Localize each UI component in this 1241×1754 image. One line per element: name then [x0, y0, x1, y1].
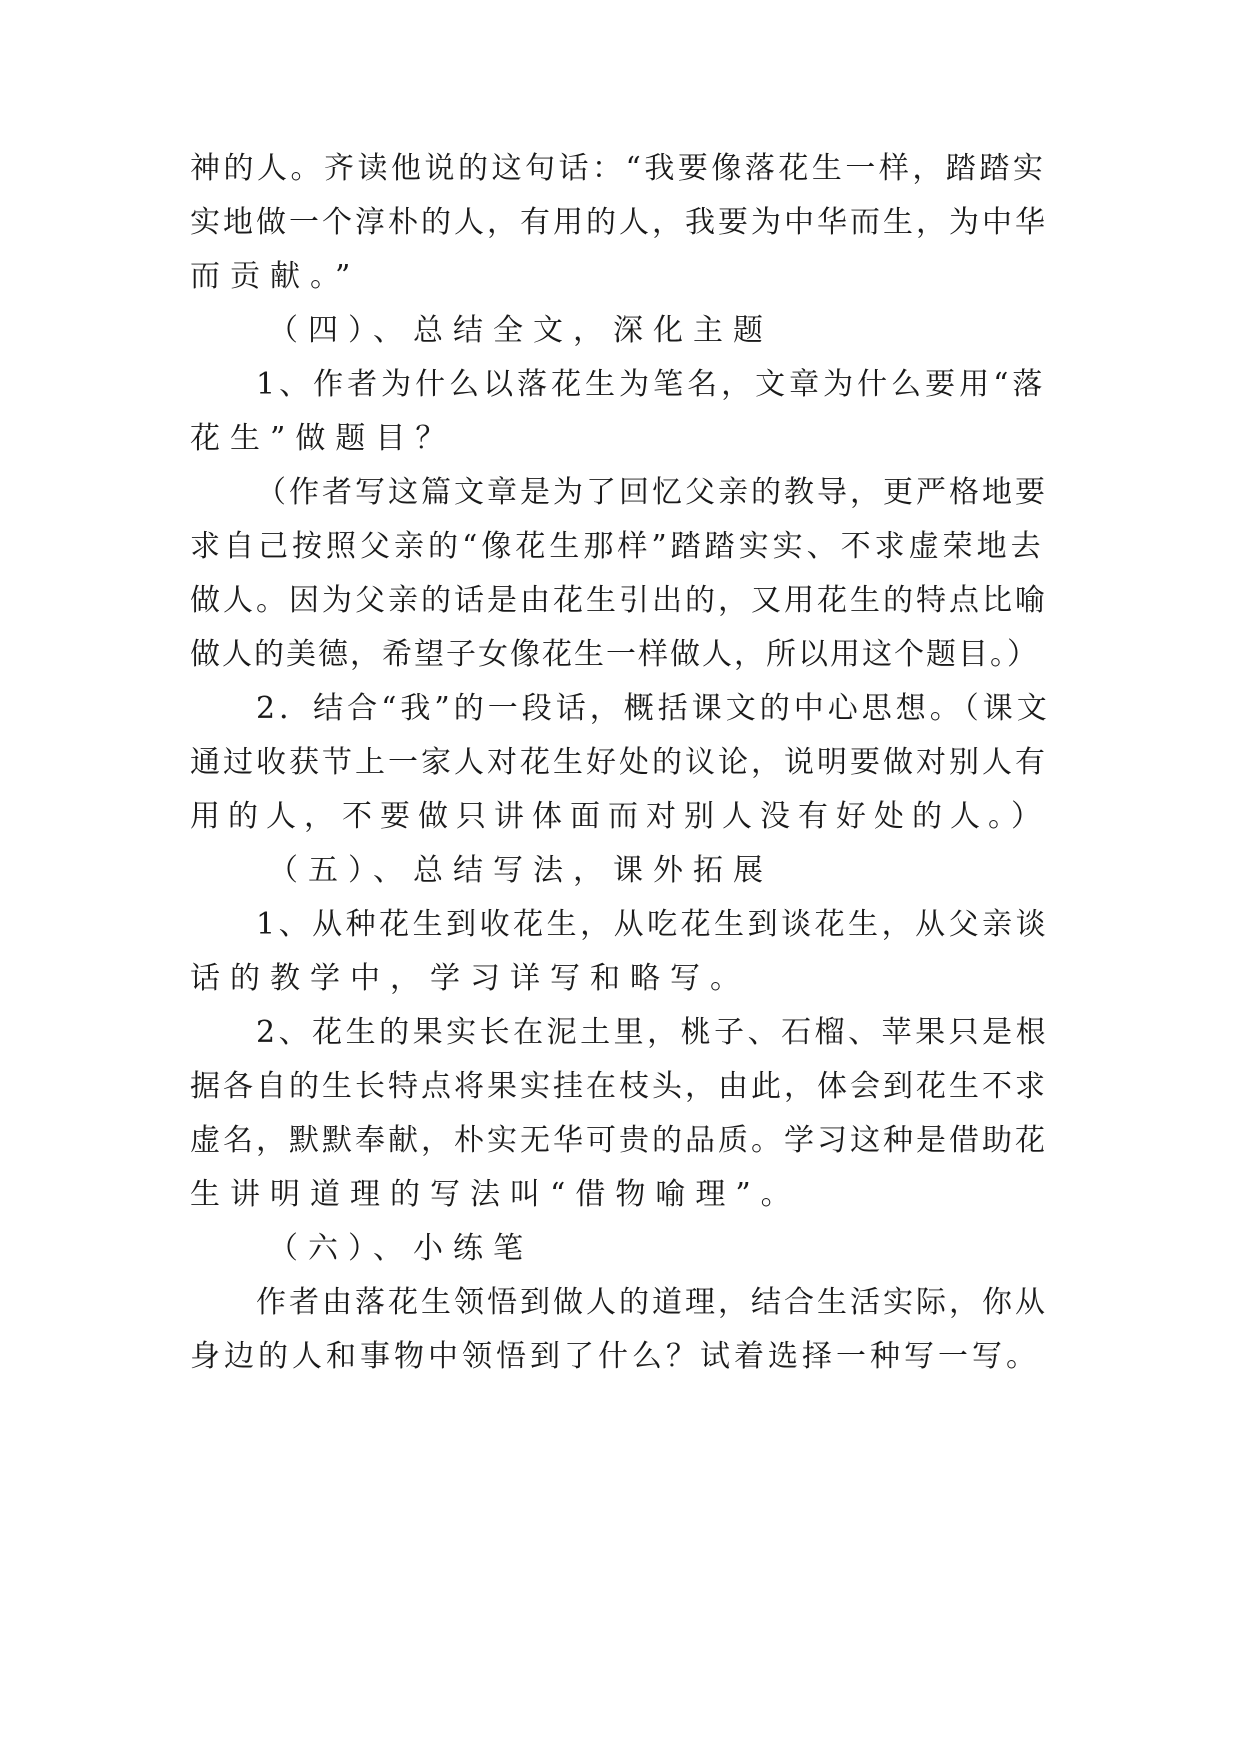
- answer-line: 求自己按照父亲的“像花生那样”踏踏实实、不求虚荣地去: [190, 529, 1045, 564]
- paragraph-line: 神的人。齐读他说的这句话：“我要像落花生一样，踏踏实: [190, 151, 1047, 186]
- item-2-line: 虚名，默默奉献，朴实无华可贵的品质。学习这种是借助花: [190, 1123, 1048, 1158]
- item-2-line: 据各自的生长特点将果实挂在枝头，由此，体会到花生不求: [190, 1069, 1048, 1104]
- item-1-line: 话的教学中，学习详写和略写。: [190, 961, 750, 996]
- item-2-line: 生讲明道理的写法叫“借物喻理”。: [190, 1177, 801, 1212]
- question-2-line: 用的人，不要做只讲体面而对别人没有好处的人。）: [190, 799, 1049, 834]
- item-1-line: 1、从种花生到收花生，从吃花生到谈花生，从父亲谈: [256, 907, 1050, 942]
- section-heading-4: （四）、总结全文，深化主题: [268, 313, 773, 348]
- question-1-line: 1、作者为什么以落花生为笔名，文章为什么要用“落: [256, 367, 1047, 402]
- exercise-line: 身边的人和事物中领悟到了什么？试着选择一种写一写。: [190, 1339, 1040, 1374]
- answer-line: 做人的美德，希望子女像花生一样做人，所以用这个题目。）: [190, 637, 1039, 672]
- answer-line: （作者写这篇文章是为了回忆父亲的教导，更严格地要: [256, 475, 1048, 510]
- paragraph-line: 而贡献。”: [190, 259, 361, 294]
- question-1-line: 花生”做题目？: [190, 421, 456, 456]
- answer-line: 做人。因为父亲的话是由花生引出的，又用花生的特点比喻: [190, 583, 1048, 618]
- item-2-line: 2、花生的果实长在泥土里，桃子、石榴、苹果只是根: [256, 1015, 1050, 1050]
- exercise-line: 作者由落花生领悟到做人的道理，结合生活实际，你从: [256, 1285, 1048, 1320]
- paragraph-line: 实地做一个淳朴的人，有用的人，我要为中华而生，为中华: [190, 205, 1048, 240]
- section-heading-5: （五）、总结写法，课外拓展: [268, 853, 773, 888]
- question-2-line: 2．结合“我”的一段话，概括课文的中心思想。（课文: [256, 691, 1051, 726]
- question-2-line: 通过收获节上一家人对花生好处的议论，说明要做对别人有: [190, 745, 1048, 780]
- section-heading-6: （六）、小练笔: [268, 1231, 533, 1266]
